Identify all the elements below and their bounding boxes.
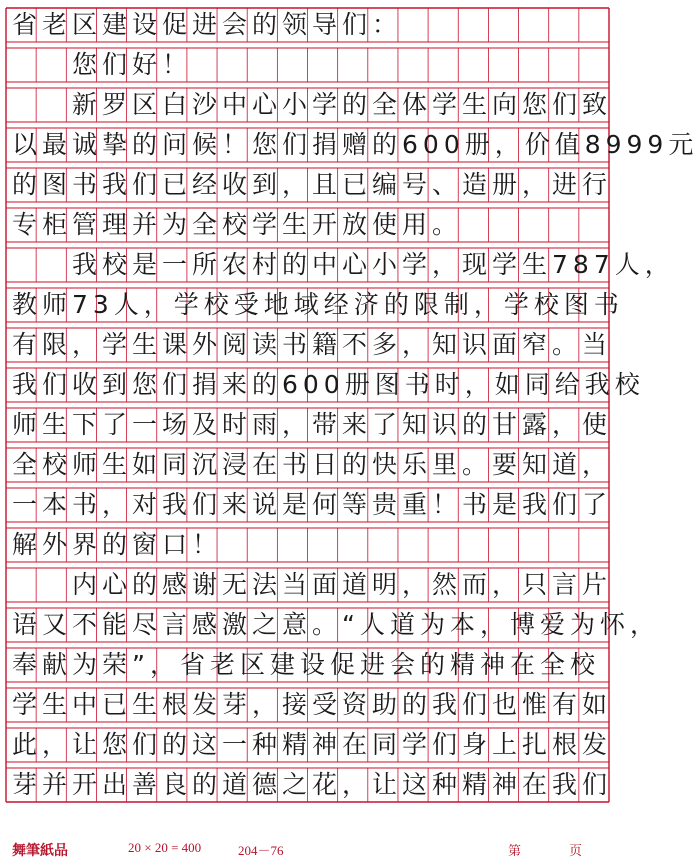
letter-line: 以最诚挚的问候！您们捐赠的600册，价值8999元 xyxy=(12,130,698,159)
paper-code: 204－76 xyxy=(238,843,284,858)
paper-brand: 舞筆紙品 xyxy=(12,844,68,859)
letter-line: 解外界的窗口！ xyxy=(12,530,223,559)
letter-line: 专柜管理并为全校学生开放使用。 xyxy=(12,210,463,239)
letter-line: 奉献为荣”，省老区建设促进会的精神在全校 xyxy=(12,650,600,679)
paper-footer xyxy=(0,836,615,865)
letter-line: 我们收到您们捐来的600册图书时，如同给我校 xyxy=(12,370,645,399)
grid-spec: 20 × 20 = 400 xyxy=(128,840,202,855)
page-label: 第 xyxy=(508,843,522,858)
letter-line: 芽并开出善良的道德之花，让这种精神在我们 xyxy=(12,770,613,799)
letter-line: 新罗区白沙中心小学的全体学生向您们致 xyxy=(12,90,613,119)
letter-line: 教师73人，学校受地域经济的限制，学校图书 xyxy=(12,290,624,319)
letter-line: 有限，学生课外阅读书籍不多，知识面窄。当 xyxy=(12,330,613,359)
letter-line: 省老区建设促进会的领导们： xyxy=(12,10,403,39)
letter-line: 全校师生如同沉浸在书日的快乐里。要知道， xyxy=(12,450,613,479)
letter-line: 我校是一所农村的中心小学，现学生787人， xyxy=(12,250,675,279)
letter-line: 此，让您们的这一种精神在同学们身上扎根发 xyxy=(12,730,613,759)
letter-line: 语又不能尽言感激之意。“人道为本，博爱为怀， xyxy=(12,610,660,639)
letter-line: 的图书我们已经收到，且已编号、造册，进行 xyxy=(12,170,613,199)
page-word: 页 xyxy=(569,843,583,858)
letter-line: 内心的感谢无法当面道明，然而，只言片 xyxy=(12,570,613,599)
letter-line: 一本书，对我们来说是何等贵重！书是我们了 xyxy=(12,490,613,519)
letter-line: 您们好！ xyxy=(12,50,193,79)
letter-line: 学生中已生根发芽，接受资助的我们也惟有如 xyxy=(12,690,613,719)
letter-line: 师生下了一场及时雨，带来了知识的甘露，使 xyxy=(12,410,613,439)
